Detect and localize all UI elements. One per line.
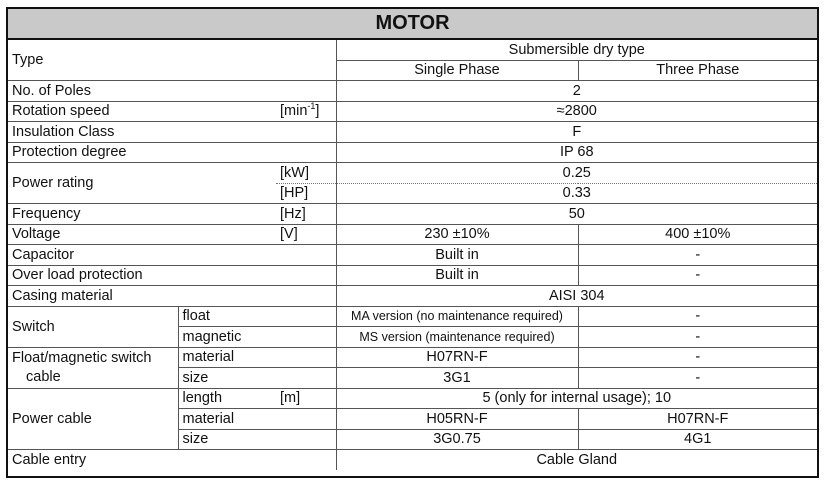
type-value: Submersible dry type bbox=[336, 40, 817, 60]
switch-float-label: float bbox=[178, 306, 336, 327]
switch-float-single: MA version (no maintenance required) bbox=[336, 306, 578, 327]
frequency-value: 50 bbox=[336, 204, 817, 225]
switch-cable-material-label: material bbox=[178, 347, 336, 368]
power-cable-size-three: 4G1 bbox=[578, 429, 817, 450]
voltage-single: 230 ±10% bbox=[336, 224, 578, 245]
poles-value: 2 bbox=[336, 81, 817, 102]
switch-label: Switch bbox=[8, 306, 178, 347]
frequency-label: Frequency bbox=[8, 204, 276, 225]
table-row bbox=[8, 81, 817, 102]
power-cable-material-single: H05RN-F bbox=[336, 409, 578, 430]
switch-magnetic-label: magnetic bbox=[178, 327, 336, 348]
poles-label: No. of Poles bbox=[8, 81, 336, 102]
motor-spec-table bbox=[8, 40, 817, 470]
power-value-hp: 0.33 bbox=[336, 183, 817, 204]
table-row bbox=[8, 450, 817, 470]
speed-unit-base: [min bbox=[280, 103, 308, 120]
table-row bbox=[8, 347, 817, 368]
speed-unit bbox=[276, 101, 336, 122]
switch-magnetic-three: - bbox=[578, 327, 817, 348]
switch-float-three: - bbox=[578, 306, 817, 327]
sheet-title: MOTOR bbox=[8, 9, 817, 40]
power-label: Power rating bbox=[8, 163, 276, 204]
switch-cable-size-three: - bbox=[578, 368, 817, 389]
switch-cable-label-line2: cable bbox=[26, 368, 61, 385]
table-row bbox=[8, 306, 817, 327]
voltage-three: 400 ±10% bbox=[578, 224, 817, 245]
protection-value: IP 68 bbox=[336, 142, 817, 163]
power-cable-material-label: material bbox=[178, 409, 336, 430]
overload-label: Over load protection bbox=[8, 265, 336, 286]
switch-cable-size-label: size bbox=[178, 368, 336, 389]
table-row bbox=[8, 245, 817, 266]
col-header-single-phase: Single Phase bbox=[336, 60, 578, 81]
capacitor-three: - bbox=[578, 245, 817, 266]
protection-label: Protection degree bbox=[8, 142, 336, 163]
table-row bbox=[8, 224, 817, 245]
insulation-label: Insulation Class bbox=[8, 122, 336, 143]
casing-label: Casing material bbox=[8, 286, 336, 307]
power-value-kw: 0.25 bbox=[336, 163, 817, 184]
table-row bbox=[8, 265, 817, 286]
col-header-three-phase: Three Phase bbox=[578, 60, 817, 81]
cable-entry-label: Cable entry bbox=[8, 450, 336, 470]
speed-label: Rotation speed bbox=[8, 101, 276, 122]
switch-cable-label-line1: Float/magnetic switch bbox=[12, 349, 152, 366]
voltage-label: Voltage bbox=[8, 224, 276, 245]
power-cable-size-label: size bbox=[178, 429, 336, 450]
switch-cable-material-three: - bbox=[578, 347, 817, 368]
speed-unit-sup: -1 bbox=[307, 101, 316, 112]
overload-single: Built in bbox=[336, 265, 578, 286]
voltage-unit: [V] bbox=[276, 224, 336, 245]
power-cable-material-three: H07RN-F bbox=[578, 409, 817, 430]
switch-cable-label bbox=[8, 347, 178, 388]
table-row bbox=[8, 204, 817, 225]
frequency-unit: [Hz] bbox=[276, 204, 336, 225]
power-unit-kw: [kW] bbox=[276, 163, 336, 184]
power-cable-label: Power cable bbox=[8, 388, 178, 450]
table-row bbox=[8, 163, 817, 184]
table-row bbox=[8, 142, 817, 163]
power-cable-length-value: 5 (only for internal usage); 10 bbox=[336, 388, 817, 409]
capacitor-label: Capacitor bbox=[8, 245, 336, 266]
table-row bbox=[8, 122, 817, 143]
table-row bbox=[8, 101, 817, 122]
overload-three: - bbox=[578, 265, 817, 286]
capacitor-single: Built in bbox=[336, 245, 578, 266]
power-cable-size-single: 3G0.75 bbox=[336, 429, 578, 450]
power-cable-length-label: length bbox=[178, 388, 276, 409]
switch-cable-material-single: H07RN-F bbox=[336, 347, 578, 368]
switch-cable-size-single: 3G1 bbox=[336, 368, 578, 389]
table-row bbox=[8, 388, 817, 409]
speed-value: ≈2800 bbox=[336, 101, 817, 122]
speed-unit-close: ] bbox=[315, 103, 320, 120]
type-label: Type bbox=[8, 40, 336, 81]
cable-entry-value: Cable Gland bbox=[336, 450, 817, 470]
power-cable-length-unit: [m] bbox=[276, 388, 336, 409]
switch-magnetic-single: MS version (maintenance required) bbox=[336, 327, 578, 348]
insulation-value: F bbox=[336, 122, 817, 143]
casing-value: AISI 304 bbox=[336, 286, 817, 307]
motor-spec-sheet bbox=[6, 7, 819, 478]
power-unit-hp: [HP] bbox=[276, 183, 336, 204]
table-row bbox=[8, 40, 817, 60]
table-row bbox=[8, 286, 817, 307]
